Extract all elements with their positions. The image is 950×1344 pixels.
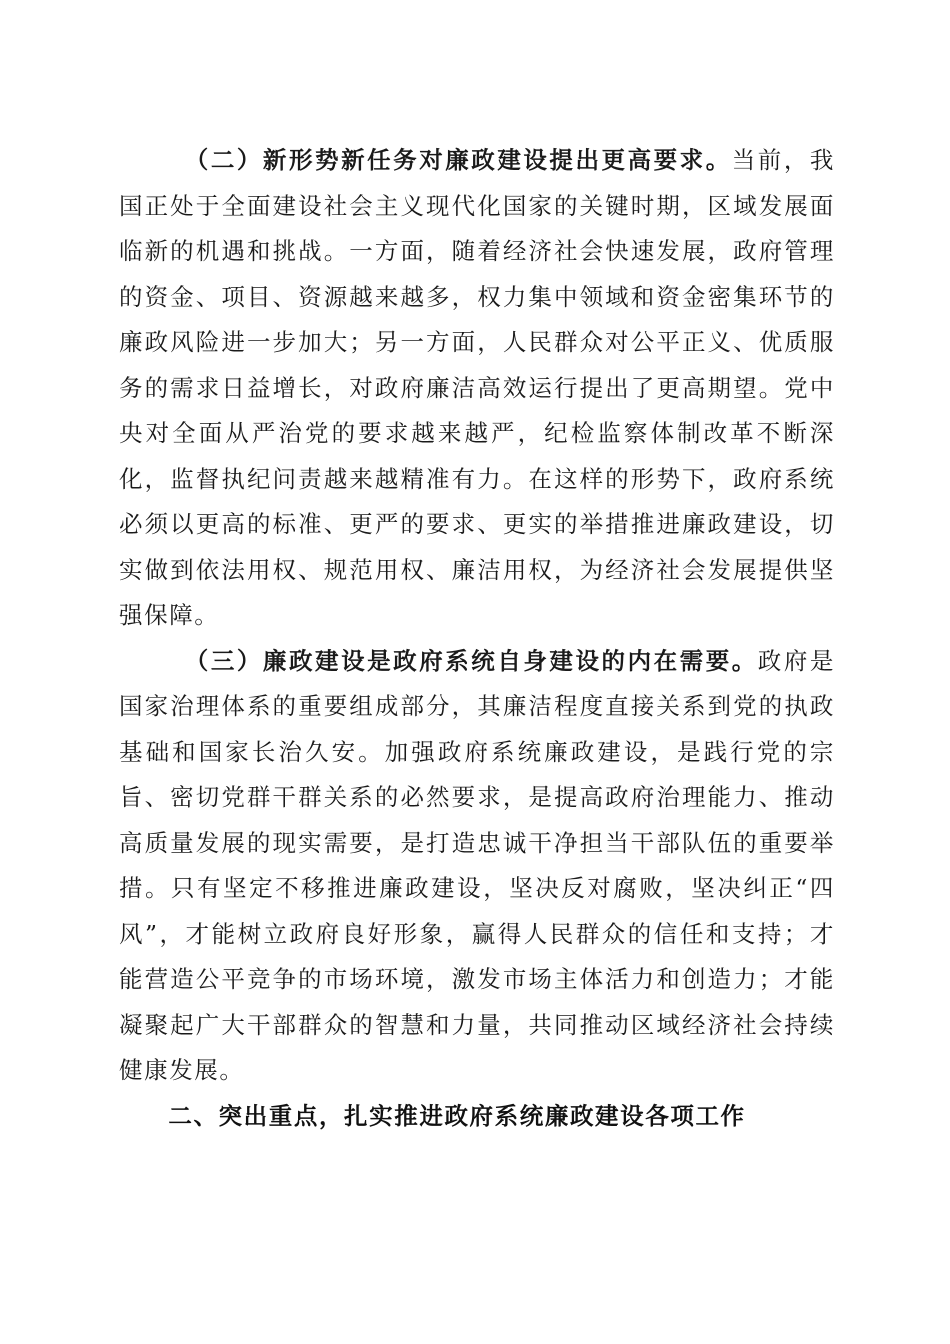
paragraph-new-situation (119, 138, 835, 639)
paragraph-lead-sentence: （三）廉政建设是政府系统自身建设的内在需要。 (184, 646, 758, 675)
section-heading: 二、突出重点，扎实推进政府系统廉政建设各项工作 (168, 1101, 746, 1130)
paragraph-body-text: 政府是国家治理体系的重要组成部分，其廉洁程度直接关系到党的执政基础和国家长治久安。加强政府系统廉政建设，是践行党的宗旨、密切党群干群关系的必然要求，是提高政府治理能力、推动高质量发展的现实需要，是打造忠诚干净担当干部队伍的重要举措。只有坚定不移推进廉政建设，坚决反对腐败，坚决纠正“四风”，才能树立政府良好形象，赢得人民群众的信任和支持；才能营造公平竞争的市场环境，激发市场主体活力和创造力；才能凝聚起广大干部群众的智慧和力量，共同推动区域经济社会持续健康发展。 (119, 646, 835, 1084)
paragraph-internal-need (119, 639, 835, 1094)
paragraph-lead-sentence: （二）新形势新任务对廉政建设提出更高要求。 (184, 146, 732, 174)
document-body (119, 138, 835, 1139)
paragraph-body-text: 当前，我国正处于全面建设社会主义现代化国家的关键时期，区域发展面临新的机遇和挑战。一方面，随着经济社会快速发展，政府管理的资金、项目、资源越来越多，权力集中领域和资金密集环节的廉政风险进一步加大；另一方面，人民群众对公平正义、优质服务的需求日益增长，对政府廉洁高效运行提出了更高期望。党中央对全面从严治党的要求越来越严，纪检监察体制改革不断深化，监督执纪问责越来越精准有力。在这样的形势下，政府系统必须以更高的标准、更严的要求、更实的举措推进廉政建设，切实做到依法用权、规范用权、廉洁用权，为经济社会发展提供坚强保障。 (119, 146, 835, 629)
